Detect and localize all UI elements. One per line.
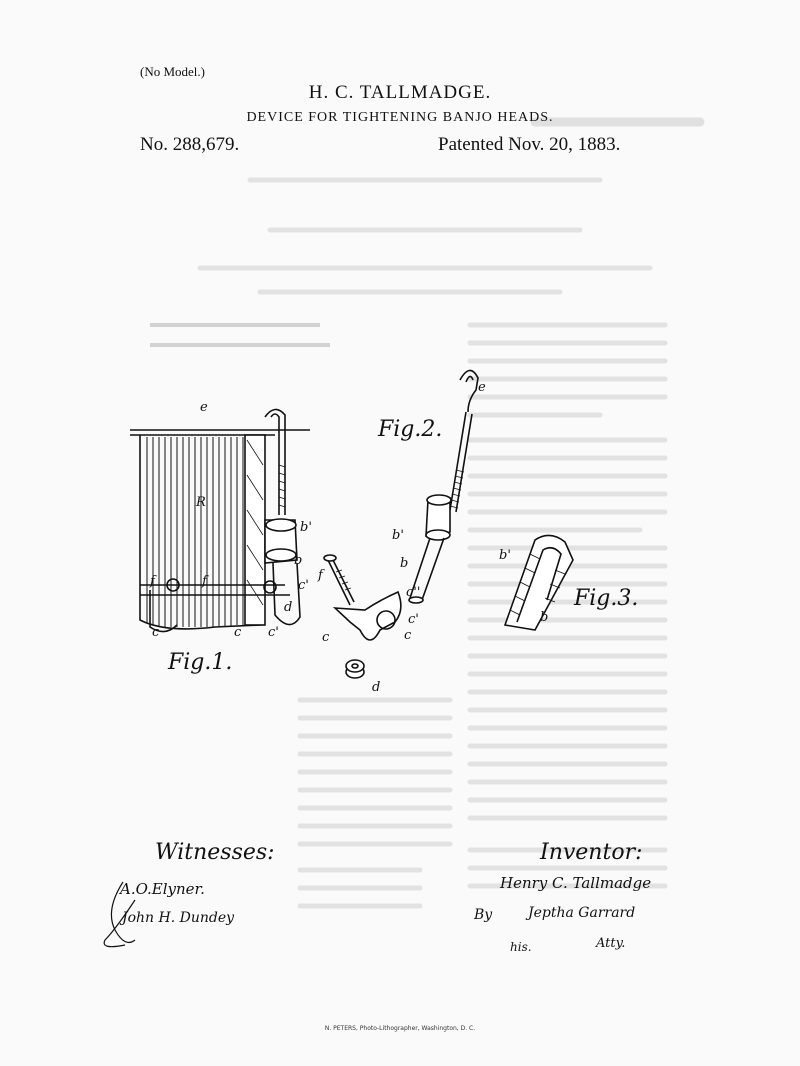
- ref-letter: c: [152, 625, 160, 640]
- witness-signature-1: A.O.Elyner.: [120, 880, 205, 898]
- ref-letter: e: [478, 380, 486, 395]
- inventor-signature: Henry C. Tallmadge: [500, 874, 652, 892]
- patent-title: DEVICE FOR TIGHTENING BANJO HEADS.: [246, 110, 554, 125]
- witnesses-label: Witnesses:: [155, 840, 275, 865]
- figure-1-label: Fig.1.: [168, 650, 233, 675]
- ref-letter: e: [200, 400, 208, 415]
- inventor-label: Inventor:: [540, 840, 643, 865]
- ref-letter: c': [268, 625, 279, 640]
- figure-2-label: Fig.2.: [378, 417, 443, 442]
- figure-3-label: Fig.3.: [574, 586, 639, 611]
- ref-letter: b': [392, 528, 404, 543]
- by-label: By: [474, 907, 493, 923]
- ref-letter: c'': [406, 585, 421, 600]
- ref-letter: c': [298, 578, 309, 593]
- ref-letter: c: [322, 630, 330, 645]
- ref-letter: R: [196, 495, 206, 510]
- ref-letter: f: [202, 574, 207, 589]
- ref-letter: f: [150, 574, 155, 589]
- his-label: his.: [510, 940, 532, 954]
- figure-1-drawing: [125, 395, 320, 655]
- attorney-signature: Jeptha Garrard: [528, 905, 636, 921]
- patent-number: No. 288,679.: [140, 134, 240, 155]
- ref-letter: d: [284, 600, 293, 615]
- ref-letter: c: [404, 628, 412, 643]
- ref-letter: b: [400, 556, 409, 571]
- ref-letter: c: [234, 625, 242, 640]
- signature-flourish: [95, 870, 295, 955]
- printer-credit: N. PETERS, Photo-Lithographer, Washington, D. C.: [324, 1025, 476, 1032]
- patent-date: Patented Nov. 20, 1883.: [438, 134, 621, 155]
- ref-letter: b': [300, 520, 312, 535]
- ref-letter: b: [294, 553, 303, 568]
- ref-letter: d: [372, 680, 381, 695]
- witness-signature-2: John H. Dundey: [122, 910, 235, 926]
- attorney-abbr: Atty.: [596, 936, 626, 951]
- ref-letter: f: [318, 568, 323, 583]
- no-model-note: (No Model.): [140, 64, 205, 79]
- ref-letter: b': [499, 548, 511, 563]
- inventor-heading: H. C. TALLMADGE.: [308, 82, 492, 103]
- ref-letter: c': [408, 612, 419, 627]
- ref-letter: b: [540, 610, 549, 625]
